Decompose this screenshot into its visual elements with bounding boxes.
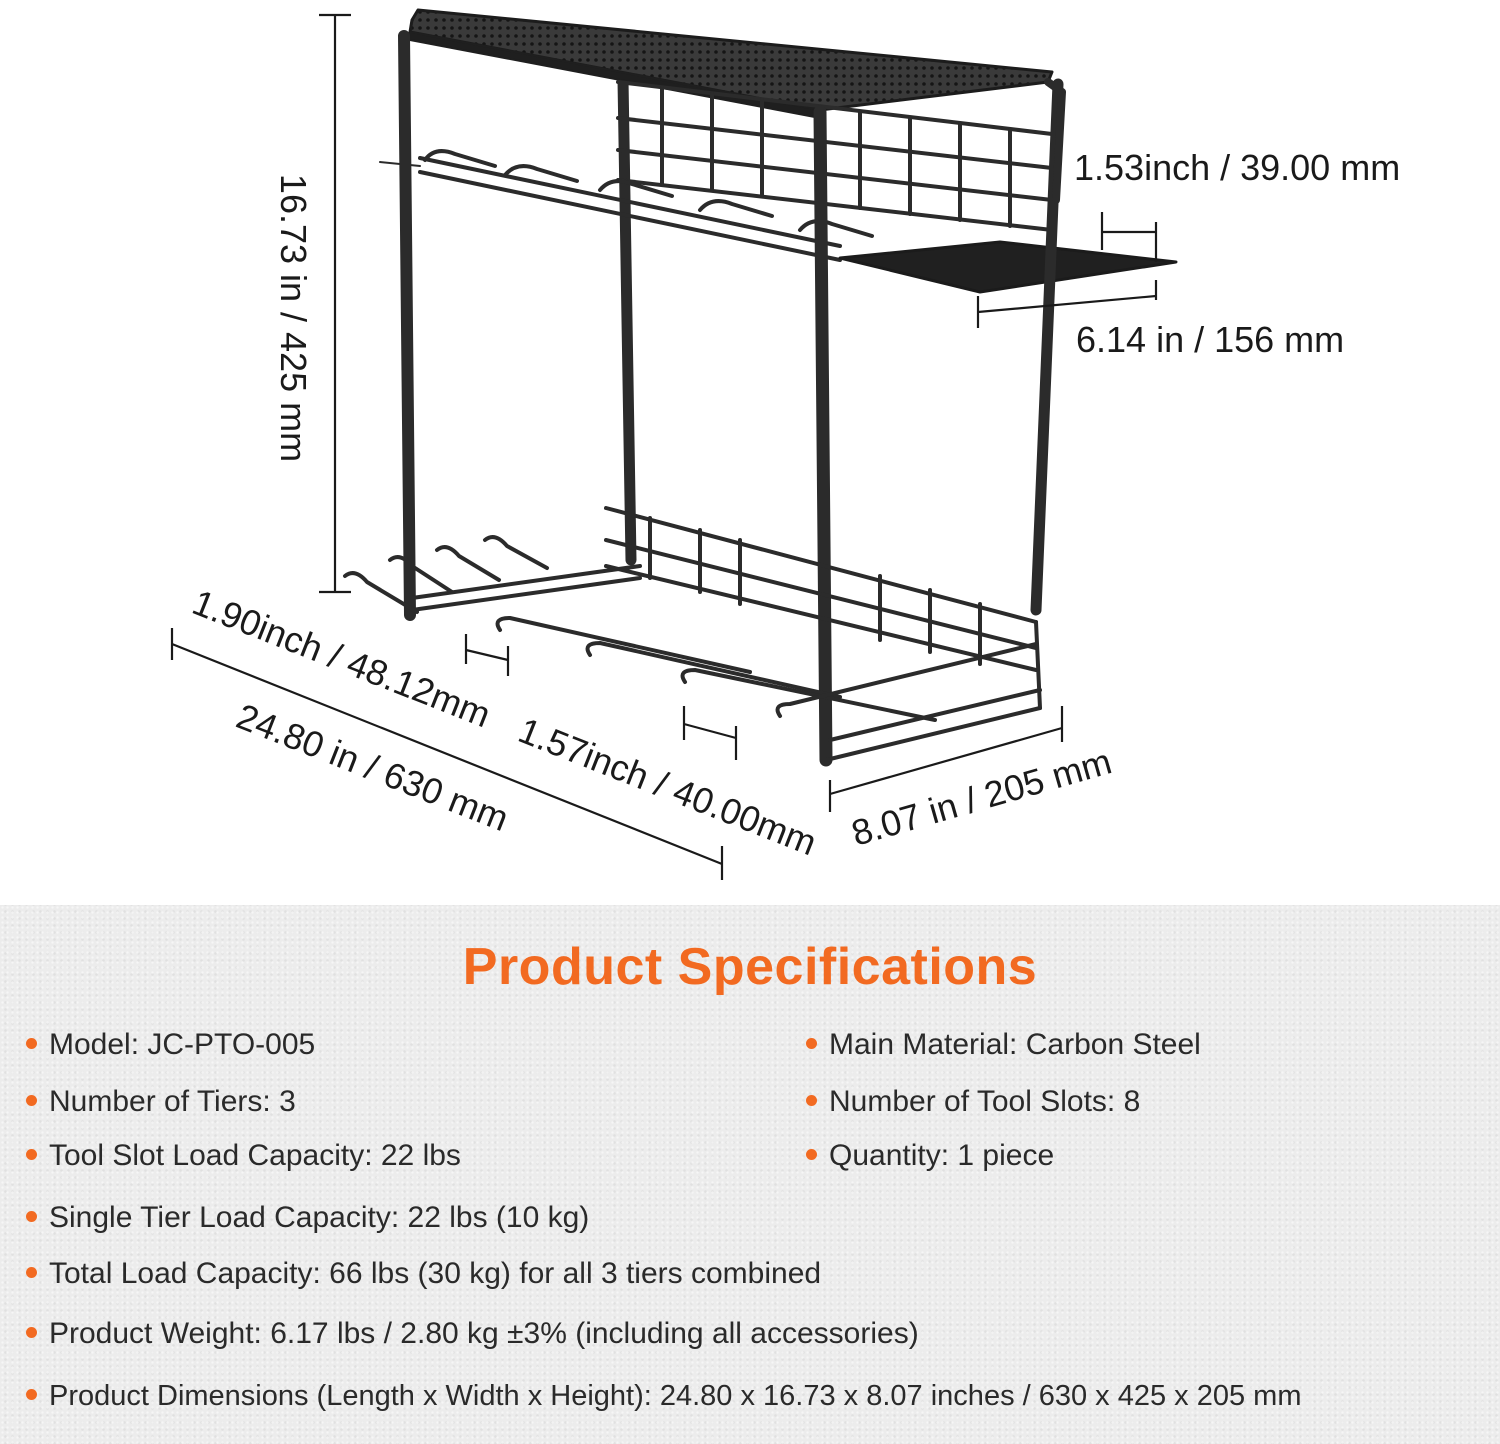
spec-material: Main Material: Carbon Steel: [829, 1028, 1201, 1061]
spec-item: [26, 1139, 461, 1173]
product-specifications-panel: [0, 905, 1500, 1444]
spec-tiers: Number of Tiers: 3: [49, 1085, 296, 1118]
spec-tier-load: Single Tier Load Capacity: 22 lbs (10 kg): [49, 1201, 590, 1234]
spec-slot-load: Tool Slot Load Capacity: 22 lbs: [49, 1139, 461, 1172]
tool-rack-illustration: [345, 10, 1176, 760]
spec-item: [806, 1028, 1201, 1062]
height-label: 16.73 in / 425 mm: [273, 173, 314, 463]
bullet-dot-icon: [26, 1149, 37, 1160]
spec-item: [26, 1201, 589, 1235]
depth-label: 8.07 in / 205 mm: [846, 740, 1116, 854]
bullet-dot-icon: [26, 1211, 37, 1222]
slot-spacing-b-label: 1.57inch / 40.00mm: [513, 709, 823, 864]
spec-item: [26, 1317, 919, 1351]
spec-dimensions: Product Dimensions (Length x Width x Height): 24.80 x 16.73 x 8.07 inches / 630 x 425 x 205 mm: [49, 1380, 1302, 1412]
spec-weight: Product Weight: 6.17 lbs / 2.80 kg ±3% (including all accessories): [49, 1317, 919, 1350]
bullet-dot-icon: [806, 1038, 817, 1049]
bullet-dot-icon: [26, 1327, 37, 1338]
spec-item: [26, 1028, 315, 1062]
spec-item: [806, 1085, 1140, 1119]
specs-title: Product Specifications: [462, 938, 1038, 996]
bullet-dot-icon: [806, 1149, 817, 1160]
bullet-dot-icon: [806, 1095, 817, 1106]
top-depth-label: 6.14 in / 156 mm: [1076, 319, 1345, 360]
spec-item: [806, 1139, 1054, 1173]
spec-slots: Number of Tool Slots: 8: [829, 1085, 1141, 1118]
spec-total-load: Total Load Capacity: 66 lbs (30 kg) for all 3 tiers combined: [49, 1257, 822, 1290]
spec-item: [26, 1085, 296, 1119]
hook-spacing-top-label: 1.53inch / 39.00 mm: [1074, 147, 1401, 188]
slot-spacing-a-label: 1.90inch / 48.12mm: [187, 581, 497, 736]
spec-item: [26, 1257, 821, 1291]
bullet-dot-icon: [26, 1095, 37, 1106]
spec-item: [26, 1379, 1302, 1413]
bullet-dot-icon: [26, 1389, 37, 1400]
spec-quantity: Quantity: 1 piece: [829, 1139, 1055, 1172]
bullet-dot-icon: [26, 1038, 37, 1049]
spec-model: Model: JC-PTO-005: [49, 1028, 316, 1061]
length-label: 24.80 in / 630 mm: [231, 695, 515, 840]
bullet-dot-icon: [26, 1267, 37, 1278]
